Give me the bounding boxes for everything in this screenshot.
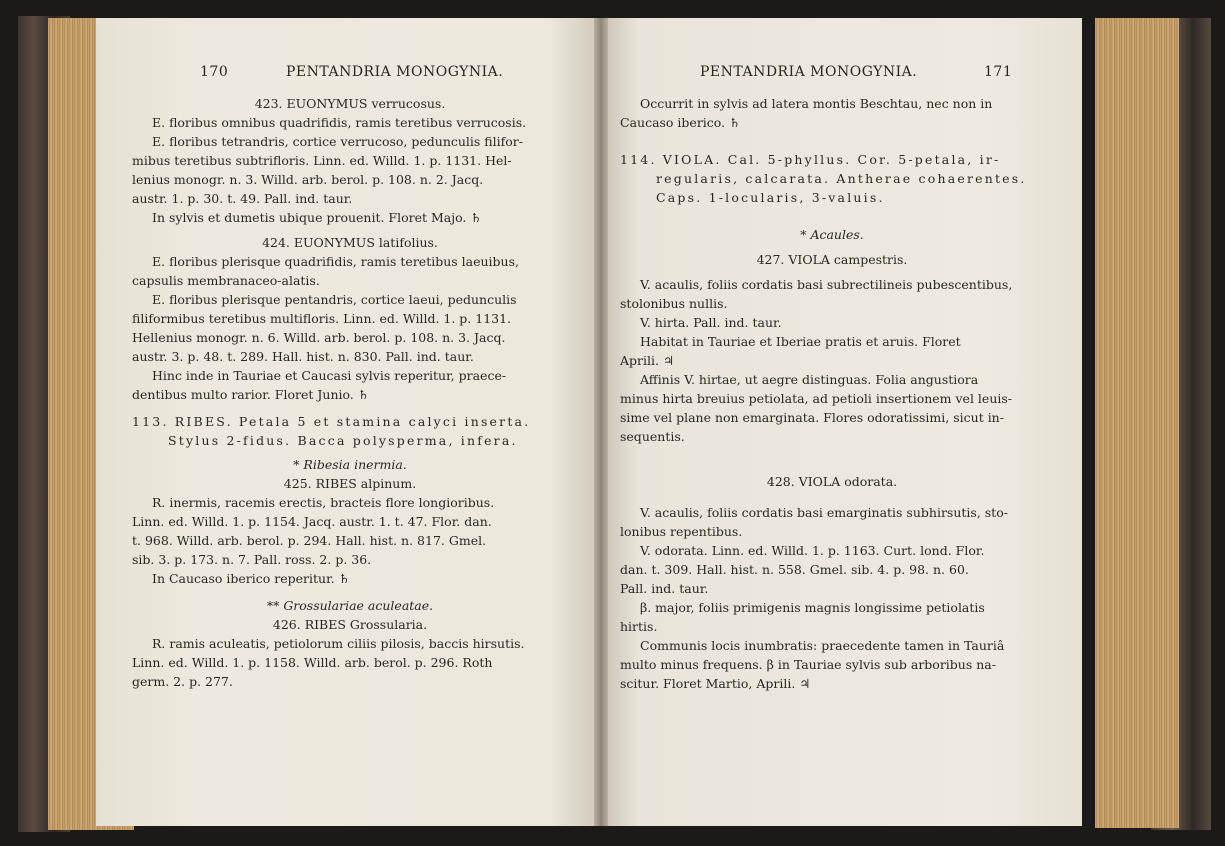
text-line: filiformibus teretibus multifloris. Linn. ed. Willd. 1. p. 1131. [132, 311, 512, 326]
text-line: scitur. Floret Martio, Aprili. ♃ [620, 676, 811, 691]
text-line: R. ramis aculeatis, petiolorum ciliis pilosis, baccis hirsutis. [152, 636, 525, 651]
text-line: Hinc inde in Tauriae et Caucasi sylvis reperitur, praece- [152, 368, 507, 383]
text-line: * Ribesia inermia. [293, 457, 407, 472]
text-line: E. floribus plerisque pentandris, cortice laeui, pedunculis [152, 292, 517, 307]
text-line: Caps. 1-locularis, 3-valuis. [656, 190, 885, 205]
text-line: Linn. ed. Willd. 1. p. 1158. Willd. arb. berol. p. 296. Roth [132, 655, 493, 670]
text-line: E. floribus tetrandris, cortice verrucoso, pedunculis filifor- [152, 134, 523, 149]
text-line: * Acaules. [800, 227, 864, 242]
text-line: ** Grossulariae aculeatae. [266, 598, 434, 613]
text-line: multo minus frequens. β in Tauriae sylvis sub arboribus na- [620, 657, 996, 672]
text-line: sequentis. [620, 429, 685, 444]
text-line: 113. RIBES. Petala 5 et stamina calyci inserta. [132, 414, 531, 429]
right-running-head: PENTANDRIA MONOGYNIA. [700, 64, 918, 80]
text-line: stolonibus nullis. [620, 296, 728, 311]
text-line: Affinis V. hirtae, ut aegre distinguas. Folia angustiora [640, 372, 979, 387]
text-line: Occurrit in sylvis ad latera montis Beschtau, nec non in [640, 96, 993, 111]
text-line: hirtis. [620, 619, 658, 634]
right-page-edges [1095, 18, 1179, 828]
text-line: mibus teretibus subtrifloris. Linn. ed. Willd. 1. p. 1131. Hel- [132, 153, 512, 168]
text-line: Pall. ind. taur. [620, 581, 709, 596]
text-line: Linn. ed. Willd. 1. p. 1154. Jacq. austr. 1. t. 47. Flor. dan. [132, 514, 492, 529]
text-line: minus hirta breuius petiolata, ad petioli insertionem vel leuis- [620, 391, 1013, 406]
text-line: lenius monogr. n. 3. Willd. arb. berol. p. 108. n. 2. Jacq. [132, 172, 484, 187]
text-line: dentibus multo rarior. Floret Junio. ♄ [132, 387, 369, 402]
text-line: In sylvis et dumetis ubique prouenit. Floret Majo. ♄ [152, 210, 482, 225]
right-page [600, 18, 1082, 826]
text-line: β. major, foliis primigenis magnis longissime petiolatis [640, 600, 985, 615]
text-line: 114. VIOLA. Cal. 5-phyllus. Cor. 5-petala, ir- [620, 152, 1001, 167]
right-page-text [620, 94, 1044, 693]
text-line: austr. 1. p. 30. t. 49. Pall. ind. taur. [132, 191, 353, 206]
text-line: In Caucaso iberico reperitur. ♄ [152, 571, 350, 586]
text-line: t. 968. Willd. arb. berol. p. 294. Hall. hist. n. 817. Gmel. [132, 533, 487, 548]
text-line: E. floribus plerisque quadrifidis, ramis teretibus laeuibus, [152, 254, 519, 269]
text-line: lonibus repentibus. [620, 524, 743, 539]
text-line: 425. RIBES alpinum. [283, 476, 417, 491]
text-line: R. inermis, racemis erectis, bracteis flore longioribus. [152, 495, 495, 510]
text-line: Aprili. ♃ [620, 353, 675, 368]
left-page-text [132, 94, 568, 691]
text-line: sime vel plane non emarginata. Flores odoratissimi, sicut in- [620, 410, 1004, 425]
text-line: dan. t. 309. Hall. hist. n. 558. Gmel. sib. 4. p. 98. n. 60. [620, 562, 969, 577]
right-page-number: 171 [984, 64, 1013, 80]
text-line: Hellenius monogr. n. 6. Willd. arb. berol. p. 108. n. 3. Jacq. [132, 330, 506, 345]
text-line: sib. 3. p. 173. n. 7. Pall. ross. 2. p. 36. [132, 552, 372, 567]
book-gutter [594, 18, 608, 826]
left-page-number: 170 [200, 64, 229, 80]
text-line: V. hirta. Pall. ind. taur. [640, 315, 782, 330]
text-line: 426. RIBES Grossularia. [272, 617, 428, 632]
text-line: V. acaulis, foliis cordatis basi emarginatis subhirsutis, sto- [640, 505, 1008, 520]
text-line: Habitat in Tauriae et Iberiae pratis et aruis. Floret [640, 334, 961, 349]
text-line: 427. VIOLA campestris. [756, 252, 908, 267]
text-line: Stylus 2-fidus. Bacca polysperma, infera. [168, 433, 518, 448]
text-line: austr. 3. p. 48. t. 289. Hall. hist. n. 830. Pall. ind. taur. [132, 349, 474, 364]
text-line: regularis, calcarata. Antherae cohaerentes. [656, 171, 1027, 186]
text-line: capsulis membranaceo-alatis. [132, 273, 320, 288]
text-line: Caucaso iberico. ♄ [620, 115, 741, 130]
text-line: 428. VIOLA odorata. [766, 474, 898, 489]
left-page [96, 18, 600, 826]
text-line: 423. EUONYMUS verrucosus. [254, 96, 446, 111]
left-running-head: PENTANDRIA MONOGYNIA. [286, 64, 504, 80]
text-line: Communis locis inumbratis: praecedente tamen in Tauriâ [640, 638, 1005, 653]
text-line: 424. EUONYMUS latifolius. [262, 235, 438, 250]
text-line: V. acaulis, foliis cordatis basi subrectilineis pubescentibus, [640, 277, 1013, 292]
text-line: E. floribus omnibus quadrifidis, ramis teretibus verrucosis. [152, 115, 527, 130]
text-line: V. odorata. Linn. ed. Willd. 1. p. 1163. Curt. lond. Flor. [640, 543, 985, 558]
text-line: germ. 2. p. 277. [132, 674, 233, 689]
